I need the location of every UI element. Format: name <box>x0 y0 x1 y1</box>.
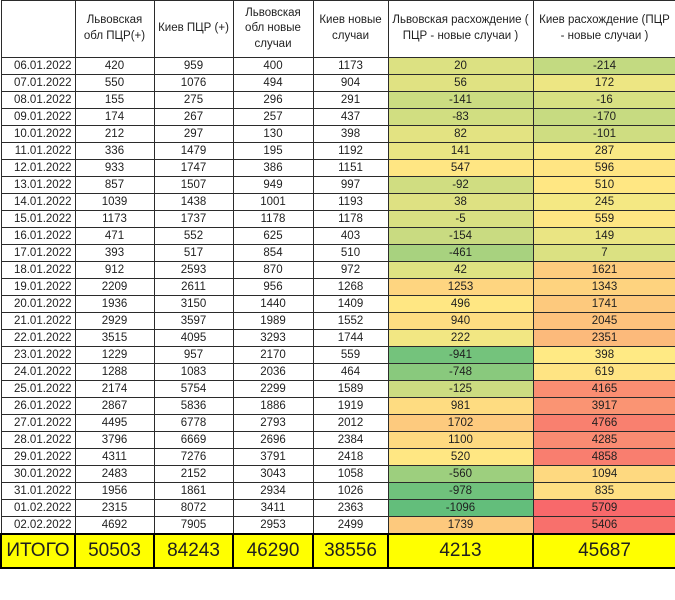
diff-cell[interactable]: 2351 <box>533 330 675 347</box>
diff-cell[interactable]: 287 <box>533 143 675 160</box>
date-cell[interactable]: 31.01.2022 <box>1 483 75 500</box>
diff-cell[interactable]: -154 <box>388 228 533 245</box>
date-cell[interactable]: 24.01.2022 <box>1 364 75 381</box>
diff-cell[interactable]: 619 <box>533 364 675 381</box>
date-cell[interactable]: 02.02.2022 <box>1 517 75 534</box>
value-cell[interactable]: 2793 <box>233 415 313 432</box>
diff-cell[interactable]: 3917 <box>533 398 675 415</box>
value-cell[interactable]: 625 <box>233 228 313 245</box>
value-cell[interactable]: 904 <box>313 75 388 92</box>
table-row <box>1 109 675 126</box>
diff-cell[interactable]: -101 <box>533 126 675 143</box>
table-row <box>1 92 675 109</box>
value-cell[interactable]: 1744 <box>313 330 388 347</box>
value-cell[interactable]: 1989 <box>233 313 313 330</box>
table-row <box>1 466 675 483</box>
table-row <box>1 398 675 415</box>
column-header-5[interactable]: Львовская расхождение ( ПЦР - новые случаи ) <box>388 1 533 58</box>
diff-cell[interactable]: -92 <box>388 177 533 194</box>
value-cell[interactable]: 2499 <box>313 517 388 534</box>
value-cell[interactable]: 4692 <box>75 517 154 534</box>
diff-cell[interactable]: 7 <box>533 245 675 262</box>
date-cell[interactable]: 30.01.2022 <box>1 466 75 483</box>
value-cell[interactable]: 3411 <box>233 500 313 517</box>
totals-row <box>1 534 675 568</box>
diff-cell[interactable]: 5709 <box>533 500 675 517</box>
column-header-4[interactable]: Киев новые случаи <box>313 1 388 58</box>
diff-cell[interactable]: 245 <box>533 194 675 211</box>
value-cell[interactable]: 471 <box>75 228 154 245</box>
value-cell[interactable]: 1151 <box>313 160 388 177</box>
value-cell[interactable]: 5754 <box>154 381 233 398</box>
table-row <box>1 313 675 330</box>
value-cell[interactable]: 559 <box>313 347 388 364</box>
column-header-0[interactable] <box>1 1 75 58</box>
diff-cell[interactable]: 2045 <box>533 313 675 330</box>
diff-cell[interactable]: 56 <box>388 75 533 92</box>
diff-cell[interactable]: 520 <box>388 449 533 466</box>
value-cell[interactable]: 2174 <box>75 381 154 398</box>
value-cell[interactable]: 4311 <box>75 449 154 466</box>
diff-cell[interactable]: 1741 <box>533 296 675 313</box>
diff-cell[interactable]: -5 <box>388 211 533 228</box>
table-row <box>1 279 675 296</box>
value-cell[interactable]: 1178 <box>313 211 388 228</box>
table-row <box>1 58 675 75</box>
diff-cell[interactable]: 940 <box>388 313 533 330</box>
date-cell[interactable]: 26.01.2022 <box>1 398 75 415</box>
table-row <box>1 381 675 398</box>
value-cell[interactable]: 956 <box>233 279 313 296</box>
value-cell[interactable]: 1026 <box>313 483 388 500</box>
value-cell[interactable]: 291 <box>313 92 388 109</box>
date-cell[interactable]: 27.01.2022 <box>1 415 75 432</box>
date-cell[interactable]: 15.01.2022 <box>1 211 75 228</box>
table-row <box>1 330 675 347</box>
table-row <box>1 347 675 364</box>
table-row <box>1 483 675 500</box>
table-row <box>1 177 675 194</box>
value-cell[interactable]: 510 <box>313 245 388 262</box>
date-cell[interactable]: 17.01.2022 <box>1 245 75 262</box>
value-cell[interactable]: 257 <box>233 109 313 126</box>
value-cell[interactable]: 5836 <box>154 398 233 415</box>
value-cell[interactable]: 437 <box>313 109 388 126</box>
date-cell[interactable]: 10.01.2022 <box>1 126 75 143</box>
value-cell[interactable]: 1956 <box>75 483 154 500</box>
value-cell[interactable]: 1192 <box>313 143 388 160</box>
totals-value-cell[interactable]: 84243 <box>154 534 233 568</box>
diff-cell[interactable]: 1343 <box>533 279 675 296</box>
table-row <box>1 296 675 313</box>
table-row <box>1 245 675 262</box>
diff-cell[interactable]: 4858 <box>533 449 675 466</box>
value-cell[interactable]: 959 <box>154 58 233 75</box>
value-cell[interactable]: 552 <box>154 228 233 245</box>
table-row <box>1 415 675 432</box>
value-cell[interactable]: 212 <box>75 126 154 143</box>
date-cell[interactable]: 14.01.2022 <box>1 194 75 211</box>
value-cell[interactable]: 2593 <box>154 262 233 279</box>
value-cell[interactable]: 912 <box>75 262 154 279</box>
date-cell[interactable]: 11.01.2022 <box>1 143 75 160</box>
value-cell[interactable]: 1173 <box>75 211 154 228</box>
date-cell[interactable]: 07.01.2022 <box>1 75 75 92</box>
diff-cell[interactable]: 1094 <box>533 466 675 483</box>
date-cell[interactable]: 08.01.2022 <box>1 92 75 109</box>
value-cell[interactable]: 997 <box>313 177 388 194</box>
value-cell[interactable]: 1268 <box>313 279 388 296</box>
value-cell[interactable]: 1440 <box>233 296 313 313</box>
value-cell[interactable]: 2953 <box>233 517 313 534</box>
value-cell[interactable]: 933 <box>75 160 154 177</box>
value-cell[interactable]: 386 <box>233 160 313 177</box>
value-cell[interactable]: 870 <box>233 262 313 279</box>
diff-cell[interactable]: -214 <box>533 58 675 75</box>
value-cell[interactable]: 4495 <box>75 415 154 432</box>
date-cell[interactable]: 13.01.2022 <box>1 177 75 194</box>
value-cell[interactable]: 130 <box>233 126 313 143</box>
value-cell[interactable]: 398 <box>313 126 388 143</box>
totals-value-cell[interactable]: 50503 <box>75 534 154 568</box>
value-cell[interactable]: 1507 <box>154 177 233 194</box>
value-cell[interactable]: 267 <box>154 109 233 126</box>
diff-cell[interactable]: 510 <box>533 177 675 194</box>
value-cell[interactable]: 336 <box>75 143 154 160</box>
table-row <box>1 228 675 245</box>
value-cell[interactable]: 4095 <box>154 330 233 347</box>
value-cell[interactable]: 2867 <box>75 398 154 415</box>
value-cell[interactable]: 296 <box>233 92 313 109</box>
value-cell[interactable]: 949 <box>233 177 313 194</box>
date-cell[interactable]: 19.01.2022 <box>1 279 75 296</box>
diff-cell[interactable]: 1253 <box>388 279 533 296</box>
value-cell[interactable]: 195 <box>233 143 313 160</box>
value-cell[interactable]: 550 <box>75 75 154 92</box>
value-cell[interactable]: 494 <box>233 75 313 92</box>
value-cell[interactable]: 2934 <box>233 483 313 500</box>
totals-label-cell[interactable]: ИТОГО <box>1 534 75 568</box>
date-cell[interactable]: 29.01.2022 <box>1 449 75 466</box>
value-cell[interactable]: 464 <box>313 364 388 381</box>
value-cell[interactable]: 2929 <box>75 313 154 330</box>
diff-cell[interactable]: 82 <box>388 126 533 143</box>
value-cell[interactable]: 1001 <box>233 194 313 211</box>
value-cell[interactable]: 174 <box>75 109 154 126</box>
value-cell[interactable]: 2418 <box>313 449 388 466</box>
date-cell[interactable]: 20.01.2022 <box>1 296 75 313</box>
totals-value-cell[interactable]: 45687 <box>533 534 675 568</box>
diff-cell[interactable]: 596 <box>533 160 675 177</box>
value-cell[interactable]: 3515 <box>75 330 154 347</box>
totals-value-cell[interactable]: 38556 <box>313 534 388 568</box>
value-cell[interactable]: 6669 <box>154 432 233 449</box>
value-cell[interactable]: 1747 <box>154 160 233 177</box>
value-cell[interactable]: 1886 <box>233 398 313 415</box>
diff-cell[interactable]: -1096 <box>388 500 533 517</box>
date-cell[interactable]: 12.01.2022 <box>1 160 75 177</box>
value-cell[interactable]: 297 <box>154 126 233 143</box>
value-cell[interactable]: 3150 <box>154 296 233 313</box>
table-row <box>1 75 675 92</box>
diff-cell[interactable]: 547 <box>388 160 533 177</box>
table-row <box>1 500 675 517</box>
value-cell[interactable]: 972 <box>313 262 388 279</box>
diff-cell[interactable]: -125 <box>388 381 533 398</box>
date-cell[interactable]: 28.01.2022 <box>1 432 75 449</box>
diff-cell[interactable]: 42 <box>388 262 533 279</box>
diff-cell[interactable]: 5406 <box>533 517 675 534</box>
value-cell[interactable]: 1479 <box>154 143 233 160</box>
value-cell[interactable]: 7905 <box>154 517 233 534</box>
date-cell[interactable]: 22.01.2022 <box>1 330 75 347</box>
value-cell[interactable]: 155 <box>75 92 154 109</box>
diff-cell[interactable]: 4285 <box>533 432 675 449</box>
diff-cell[interactable]: 38 <box>388 194 533 211</box>
diff-cell[interactable]: -978 <box>388 483 533 500</box>
value-cell[interactable]: 3597 <box>154 313 233 330</box>
table-row <box>1 262 675 279</box>
diff-cell[interactable]: -170 <box>533 109 675 126</box>
value-cell[interactable]: 1193 <box>313 194 388 211</box>
table-row <box>1 160 675 177</box>
value-cell[interactable]: 275 <box>154 92 233 109</box>
value-cell[interactable]: 3791 <box>233 449 313 466</box>
table-row <box>1 194 675 211</box>
value-cell[interactable]: 3796 <box>75 432 154 449</box>
value-cell[interactable]: 1936 <box>75 296 154 313</box>
column-header-6[interactable]: Киев расхождение (ПЦР - новые случаи ) <box>533 1 675 58</box>
value-cell[interactable]: 2696 <box>233 432 313 449</box>
diff-cell[interactable]: 559 <box>533 211 675 228</box>
diff-cell[interactable]: 141 <box>388 143 533 160</box>
date-cell[interactable]: 06.01.2022 <box>1 58 75 75</box>
value-cell[interactable]: 1229 <box>75 347 154 364</box>
value-cell[interactable]: 1409 <box>313 296 388 313</box>
value-cell[interactable]: 403 <box>313 228 388 245</box>
table-row <box>1 432 675 449</box>
column-header-2[interactable]: Киев ПЦР (+) <box>154 1 233 58</box>
value-cell[interactable]: 2315 <box>75 500 154 517</box>
value-cell[interactable]: 2152 <box>154 466 233 483</box>
diff-cell[interactable]: 981 <box>388 398 533 415</box>
diff-cell[interactable]: 1100 <box>388 432 533 449</box>
value-cell[interactable]: 1288 <box>75 364 154 381</box>
diff-cell[interactable]: -461 <box>388 245 533 262</box>
value-cell[interactable]: 1076 <box>154 75 233 92</box>
diff-cell[interactable]: -16 <box>533 92 675 109</box>
value-cell[interactable]: 1178 <box>233 211 313 228</box>
value-cell[interactable]: 2483 <box>75 466 154 483</box>
diff-cell[interactable]: -560 <box>388 466 533 483</box>
value-cell[interactable]: 517 <box>154 245 233 262</box>
value-cell[interactable]: 3043 <box>233 466 313 483</box>
table-row <box>1 211 675 228</box>
date-cell[interactable]: 21.01.2022 <box>1 313 75 330</box>
diff-cell[interactable]: 20 <box>388 58 533 75</box>
totals-value-cell[interactable]: 46290 <box>233 534 313 568</box>
table-row <box>1 143 675 160</box>
table-body <box>1 58 675 534</box>
diff-cell[interactable]: 835 <box>533 483 675 500</box>
table-row <box>1 449 675 466</box>
table-row <box>1 517 675 534</box>
value-cell[interactable]: 8072 <box>154 500 233 517</box>
value-cell[interactable]: 957 <box>154 347 233 364</box>
diff-cell[interactable]: 222 <box>388 330 533 347</box>
header-row <box>1 1 675 58</box>
column-header-1[interactable]: Львовская обл ПЦР(+) <box>75 1 154 58</box>
value-cell[interactable]: 1589 <box>313 381 388 398</box>
value-cell[interactable]: 6778 <box>154 415 233 432</box>
value-cell[interactable]: 3293 <box>233 330 313 347</box>
diff-cell[interactable]: -941 <box>388 347 533 364</box>
date-cell[interactable]: 23.01.2022 <box>1 347 75 364</box>
date-cell[interactable]: 09.01.2022 <box>1 109 75 126</box>
totals-value-cell[interactable]: 4213 <box>388 534 533 568</box>
diff-cell[interactable]: -748 <box>388 364 533 381</box>
value-cell[interactable]: 2170 <box>233 347 313 364</box>
value-cell[interactable]: 1039 <box>75 194 154 211</box>
date-cell[interactable]: 16.01.2022 <box>1 228 75 245</box>
diff-cell[interactable]: 1739 <box>388 517 533 534</box>
value-cell[interactable]: 854 <box>233 245 313 262</box>
date-cell[interactable]: 18.01.2022 <box>1 262 75 279</box>
value-cell[interactable]: 7276 <box>154 449 233 466</box>
value-cell[interactable]: 1861 <box>154 483 233 500</box>
value-cell[interactable]: 1083 <box>154 364 233 381</box>
diff-cell[interactable]: 4766 <box>533 415 675 432</box>
value-cell[interactable]: 420 <box>75 58 154 75</box>
table-row <box>1 364 675 381</box>
diff-cell[interactable]: 496 <box>388 296 533 313</box>
diff-cell[interactable]: 1702 <box>388 415 533 432</box>
diff-cell[interactable]: 1621 <box>533 262 675 279</box>
value-cell[interactable]: 400 <box>233 58 313 75</box>
diff-cell[interactable]: 398 <box>533 347 675 364</box>
column-header-3[interactable]: Львовская обл новые случаи <box>233 1 313 58</box>
value-cell[interactable]: 1058 <box>313 466 388 483</box>
value-cell[interactable]: 2363 <box>313 500 388 517</box>
table-row <box>1 126 675 143</box>
value-cell[interactable]: 1552 <box>313 313 388 330</box>
value-cell[interactable]: 1737 <box>154 211 233 228</box>
date-cell[interactable]: 25.01.2022 <box>1 381 75 398</box>
diff-cell[interactable]: 172 <box>533 75 675 92</box>
diff-cell[interactable]: 4165 <box>533 381 675 398</box>
value-cell[interactable]: 2012 <box>313 415 388 432</box>
value-cell[interactable]: 2299 <box>233 381 313 398</box>
value-cell[interactable]: 1919 <box>313 398 388 415</box>
value-cell[interactable]: 1438 <box>154 194 233 211</box>
diff-cell[interactable]: 149 <box>533 228 675 245</box>
diff-cell[interactable]: -83 <box>388 109 533 126</box>
value-cell[interactable]: 2384 <box>313 432 388 449</box>
value-cell[interactable]: 2611 <box>154 279 233 296</box>
value-cell[interactable]: 393 <box>75 245 154 262</box>
value-cell[interactable]: 2209 <box>75 279 154 296</box>
value-cell[interactable]: 1173 <box>313 58 388 75</box>
value-cell[interactable]: 2036 <box>233 364 313 381</box>
value-cell[interactable]: 857 <box>75 177 154 194</box>
date-cell[interactable]: 01.02.2022 <box>1 500 75 517</box>
diff-cell[interactable]: -141 <box>388 92 533 109</box>
